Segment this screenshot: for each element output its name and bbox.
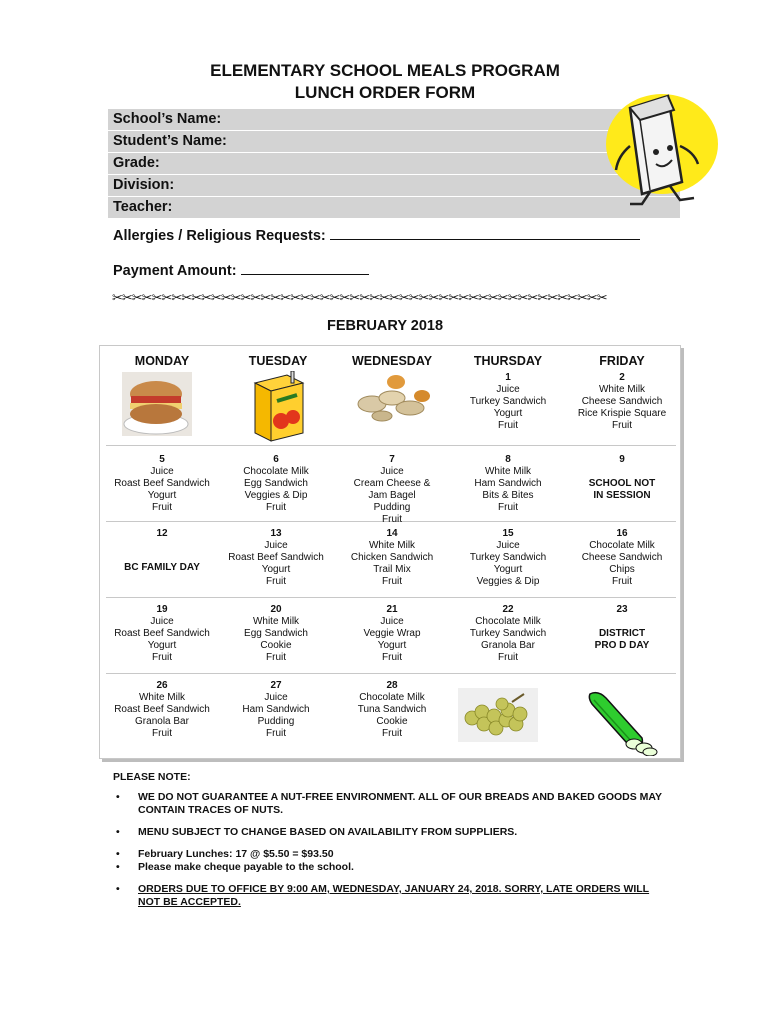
student-name-field[interactable]: Student’s Name: <box>108 131 680 152</box>
note-due-date: • ORDERS DUE TO OFFICE BY 9:00 AM, WEDNESDAY, JANUARY 24, 2018. SORRY, LATE ORDERS WILL NOT BE ACCEPTED. <box>116 883 650 908</box>
calendar-cell-feb-26: 26 White Milk Roast Beef Sandwich Granola Bar Fruit <box>114 680 210 739</box>
school-name-field[interactable]: School’s Name: <box>108 109 680 130</box>
apple-juice-box-icon <box>247 371 309 443</box>
calendar-cell-feb-23: 23 DISTRICT PRO D DAY <box>564 604 680 652</box>
day-header-friday: FRIDAY <box>599 354 645 368</box>
calendar-cell-feb-6: 6 Chocolate Milk Egg Sandwich Veggies & Dip Fruit <box>243 454 309 513</box>
form-subtitle: LUNCH ORDER FORM <box>294 83 476 102</box>
note-nut-free: • WE DO NOT GUARANTEE A NUT-FREE ENVIRONMENT. ALL OF OUR BREADS AND BAKED GOODS MAY CONTAIN TRACES OF NUTS. <box>116 791 662 816</box>
day-header-tuesday: TUESDAY <box>248 354 308 368</box>
week-divider <box>106 445 676 446</box>
day-header-monday: MONDAY <box>134 354 190 368</box>
grapes-icon <box>458 688 538 742</box>
bullet-icon: • <box>116 861 120 873</box>
calendar-cell-feb-1: 1 Juice Turkey Sandwich Yogurt Fruit <box>469 372 547 431</box>
day-header-wednesday: WEDNESDAY <box>351 354 433 368</box>
bullet-icon: • <box>116 826 120 838</box>
calendar-cell-feb-7: 7 Juice Cream Cheese & Jam Bagel Pudding Fruit <box>353 454 431 525</box>
calendar-cell-feb-9: 9 SCHOOL NOT IN SESSION <box>564 454 680 502</box>
calendar-cell-feb-5: 5 Juice Roast Beef Sandwich Yogurt Fruit <box>114 454 210 513</box>
form-title: ELEMENTARY SCHOOL MEALS PROGRAM <box>210 61 560 80</box>
day-header-thursday: THURSDAY <box>473 354 543 368</box>
calendar-cell-feb-15: 15 Juice Turkey Sandwich Yogurt Veggies & Dip <box>469 528 547 587</box>
allergies-label: Allergies / Religious Requests: <box>113 228 326 244</box>
bullet-icon: • <box>116 791 120 803</box>
month-heading: FEBRUARY 2018 <box>326 318 444 334</box>
bullet-icon: • <box>116 848 120 860</box>
cucumber-icon <box>584 688 658 756</box>
bagel-sandwich-icon <box>122 372 192 436</box>
notes-section <box>113 771 673 908</box>
bullet-icon: • <box>116 883 120 895</box>
holiday-label: BC FAMILY DAY <box>124 562 200 573</box>
calendar-cell-feb-14: 14 White Milk Chicken Sandwich Trail Mix Fruit <box>350 528 434 587</box>
payment-label: Payment Amount: <box>113 263 237 279</box>
calendar-cell-feb-12: 12 BC FAMILY DAY <box>104 528 220 574</box>
calendar-cell-feb-16: 16 Chocolate Milk Cheese Sandwich Chips Fruit <box>581 528 663 587</box>
calendar-cell-feb-2: 2 White Milk Cheese Sandwich Rice Krispie Square Fruit <box>577 372 667 431</box>
week-divider <box>106 673 676 674</box>
division-field[interactable]: Division: <box>108 175 680 196</box>
note-cheque: • Please make cheque payable to the school. <box>116 861 354 873</box>
note-lunch-cost: • February Lunches: 17 @ $5.50 = $93.50 <box>116 848 334 860</box>
teacher-field[interactable]: Teacher: <box>108 197 680 218</box>
grade-field[interactable]: Grade: <box>108 153 680 174</box>
notes-title: PLEASE NOTE: <box>113 771 191 783</box>
calendar-cell-feb-8: 8 White Milk Ham Sandwich Bits & Bites Fruit <box>474 454 542 513</box>
lunch-bag-mascot-icon <box>590 86 720 210</box>
calendar-cell-feb-22: 22 Chocolate Milk Turkey Sandwich Granola Bar Fruit <box>469 604 547 663</box>
calendar-cell-feb-19: 19 Juice Roast Beef Sandwich Yogurt Fruit <box>114 604 210 663</box>
calendar-cell-feb-20: 20 White Milk Egg Sandwich Cookie Fruit <box>244 604 308 663</box>
calendar-cell-feb-13: 13 Juice Roast Beef Sandwich Yogurt Fruit <box>228 528 324 587</box>
trail-mix-icon <box>352 374 434 424</box>
calendar-cell-feb-28: 28 Chocolate Milk Tuna Sandwich Cookie Fruit <box>357 680 427 739</box>
pro-d-day-label: DISTRICT PRO D DAY <box>594 628 650 651</box>
lunch-calendar <box>99 345 681 759</box>
note-menu-change: • MENU SUBJECT TO CHANGE BASED ON AVAILABILITY FROM SUPPLIERS. <box>116 826 518 838</box>
payment-line[interactable] <box>113 261 369 279</box>
calendar-cell-feb-21: 21 Juice Veggie Wrap Yogurt Fruit <box>363 604 421 663</box>
payment-blank[interactable] <box>241 261 369 275</box>
no-school-label: SCHOOL NOT IN SESSION <box>588 478 656 501</box>
allergies-line[interactable] <box>113 226 640 244</box>
week-divider <box>106 597 676 598</box>
allergies-blank[interactable] <box>330 226 640 240</box>
calendar-cell-feb-27: 27 Juice Ham Sandwich Pudding Fruit <box>242 680 310 739</box>
cut-line-scissors: ✂✂✂✂✂✂✂✂✂✂✂✂✂✂✂✂✂✂✂✂✂✂✂✂✂✂✂✂✂✂✂✂✂✂✂✂✂✂✂✂✂✂✂✂✂✂✂✂✂✂ <box>112 291 607 306</box>
